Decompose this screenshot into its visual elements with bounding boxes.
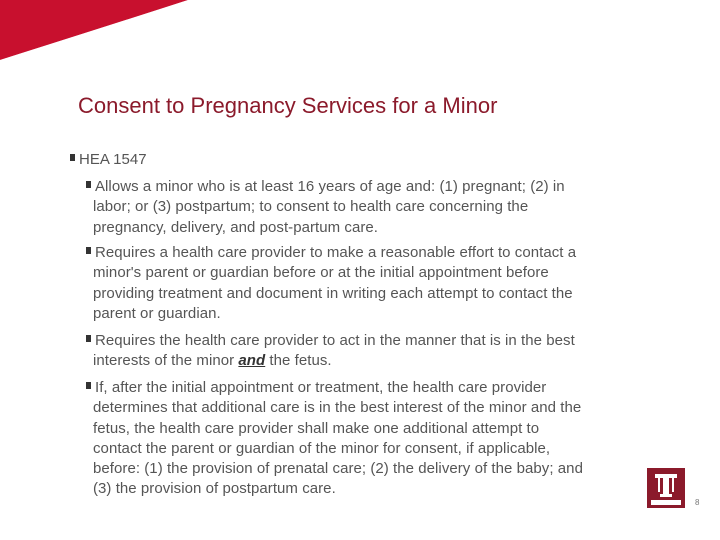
slide-title: Consent to Pregnancy Services for a Minor — [78, 93, 498, 118]
sub-bullet-requires-contact — [86, 243, 654, 324]
trident-icon — [647, 468, 685, 508]
bullet-text-line: If, after the initial appointment or treatment, the health care provider — [95, 379, 547, 396]
bullet-text-line: contact the parent or guardian of the minor for consent, if applicable, — [93, 439, 551, 457]
square-bullet-icon — [86, 247, 91, 254]
bullet-text-line: Requires a health care provider to make a reasonable effort to contact a — [95, 244, 577, 261]
square-bullet-icon — [86, 335, 91, 342]
square-bullet-icon — [86, 181, 91, 188]
emphasis-and: and — [238, 352, 266, 370]
bullet-text-line: fetus, the health care provider shall make one additional attempt to — [93, 419, 540, 437]
bullet-text-line: (3) the provision of postpartum care. — [93, 480, 336, 498]
bullet-text-line: before: (1) the provision of prenatal care; (2) the delivery of the baby; and — [93, 460, 583, 478]
corner-swoosh-graphic — [0, 0, 250, 70]
bullet-text-line: Requires the health care provider to act in the manner that is in the best — [95, 332, 575, 349]
level1-label: HEA 1547 — [79, 151, 147, 168]
page-number: 8 — [695, 498, 700, 507]
square-bullet-icon — [86, 382, 91, 389]
square-bullet-icon — [70, 154, 75, 161]
bullet-text-segment: the fetus. — [265, 352, 332, 370]
iu-health-logo — [647, 468, 685, 508]
sub-bullet-best-interests — [86, 331, 654, 372]
level1-bullet — [70, 150, 147, 170]
bullet-text-line: parent or guardian. — [93, 304, 221, 322]
bullet-text-line: determines that additional care is in the best interest of the minor and the — [93, 399, 582, 417]
sub-bullet-allows — [86, 177, 654, 238]
bullet-text-segment: interests of the minor — [93, 352, 239, 370]
bullet-text-line: providing treatment and document in writing each attempt to contact the — [93, 284, 573, 302]
bullet-text-line: pregnancy, delivery, and post-partum care. — [93, 218, 379, 236]
bullet-text-line: Allows a minor who is at least 16 years of age and: (1) pregnant; (2) in — [95, 178, 565, 195]
bullet-text-line: labor; or (3) postpartum; to consent to health care concerning the — [93, 198, 529, 216]
sub-bullet-additional-care — [86, 378, 654, 500]
bullet-text-line: minor's parent or guardian before or at the initial appointment before — [93, 264, 549, 282]
